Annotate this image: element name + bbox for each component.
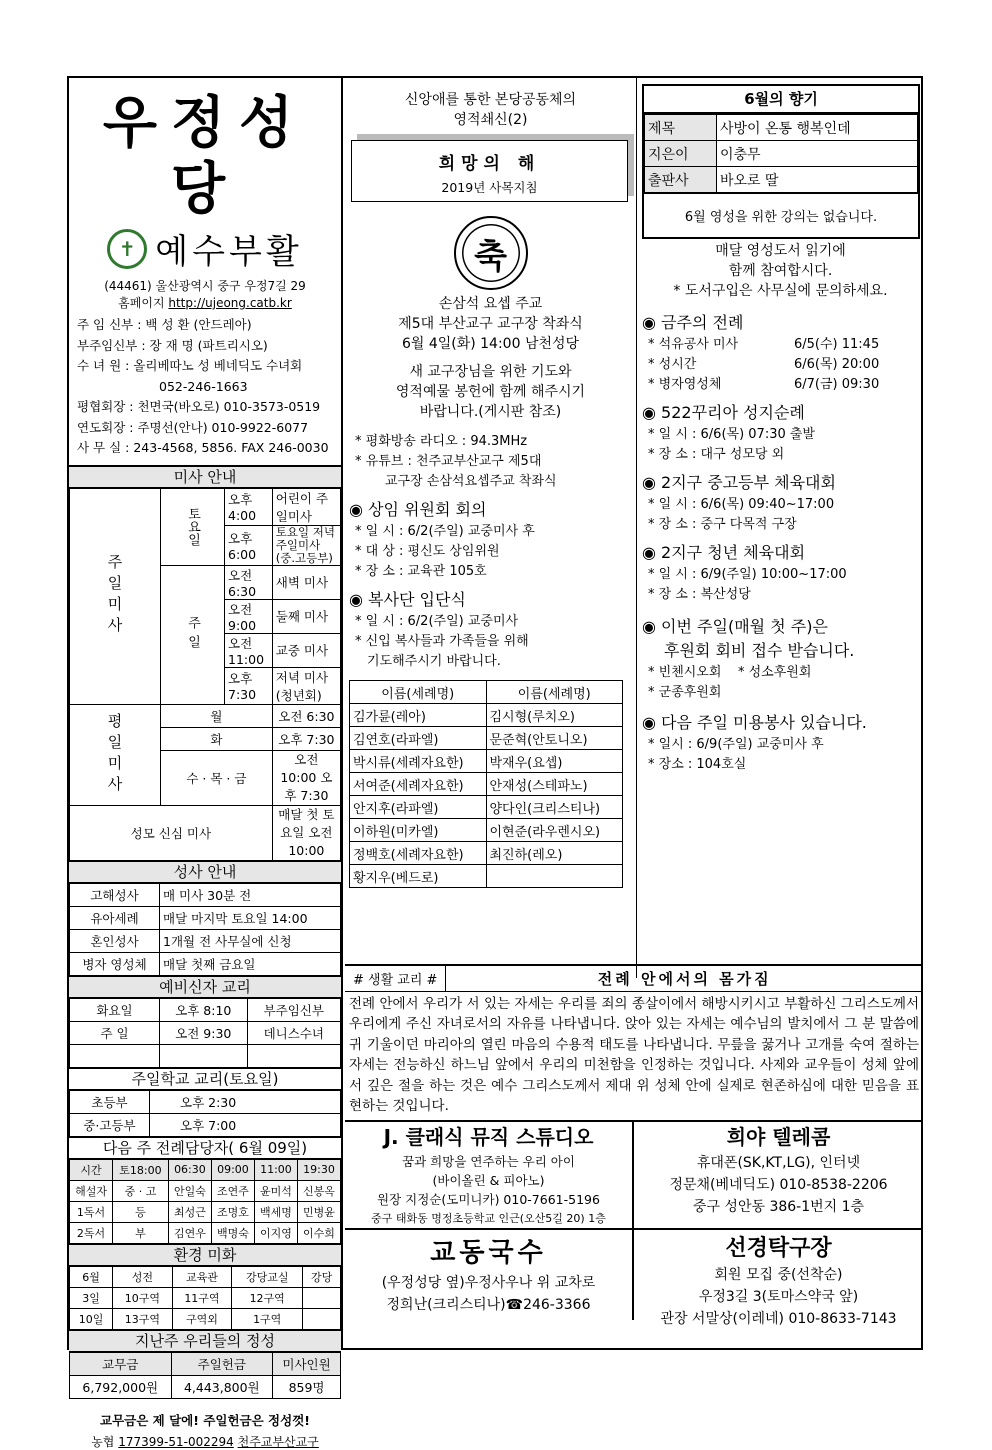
offering-header: 미사인원 xyxy=(273,1352,341,1375)
liturgy-cell: 백명숙 xyxy=(211,1222,254,1243)
altar-boys-table xyxy=(349,680,623,888)
liturgy-table xyxy=(69,1159,341,1244)
altar-line: 기도해주시기 바랍니다. xyxy=(367,654,501,669)
liturgy-cell: 민병윤 xyxy=(297,1201,340,1222)
motto-line: 신앙애를 통한 본당공동체의 xyxy=(404,92,577,108)
offering-header: 주일헌금 xyxy=(171,1352,273,1375)
sacrament-name: 유아세례 xyxy=(70,906,160,929)
name-cell: 황지우(베드로) xyxy=(350,865,487,888)
sacrament-name: 병자 영성체 xyxy=(70,952,160,975)
motto-line: 영적쇄신(2) xyxy=(453,112,528,128)
env-cell: 10일 xyxy=(70,1308,113,1329)
dues-info xyxy=(638,663,923,703)
parish-title: 우정성당 xyxy=(102,90,308,222)
name-cell: 서여준(세례자요한) xyxy=(350,773,487,796)
ordination-info xyxy=(345,294,636,354)
dues-title xyxy=(638,615,923,663)
ad-music-studio xyxy=(345,1122,634,1230)
sacrament-table xyxy=(69,883,341,976)
env-header: 성전 xyxy=(113,1266,173,1287)
sunday-school-table xyxy=(69,1090,341,1137)
bank-line xyxy=(69,1433,341,1450)
school-grade: 중·고등부 xyxy=(70,1113,150,1136)
mass-name: 저녁 미사(청년회) xyxy=(272,667,340,704)
env-cell: 13구역 xyxy=(113,1308,173,1329)
week-item-name: * 성시간 xyxy=(648,357,697,372)
name-cell: 이하원(미카엘) xyxy=(350,819,487,842)
life-title: 전례 안에서의 몸가짐 xyxy=(597,970,772,988)
ad-table-tennis xyxy=(634,1230,923,1328)
catechumen-day: 주 일 xyxy=(70,1021,160,1044)
env-header: 6월 xyxy=(70,1266,113,1287)
env-header: 강당교실 xyxy=(232,1266,303,1287)
env-header: 강당 xyxy=(303,1266,341,1287)
name-cell: 양다인(크리스티나) xyxy=(486,796,623,819)
env-cell: 10구역 xyxy=(113,1287,173,1308)
motto xyxy=(345,90,636,130)
dues-title-line: 후원회 회비 접수 받습니다. xyxy=(664,641,855,660)
weekday-time: 오후 7:30 xyxy=(272,727,340,750)
weekday-mass-label: 평일미사 xyxy=(70,704,161,805)
sacrament-title: 성사 안내 xyxy=(69,861,341,883)
offering-value: 6,792,000원 xyxy=(70,1375,172,1398)
ad-line: 회원 모집 중(선착순) xyxy=(714,1267,843,1284)
saturday-label: 토요일 xyxy=(161,488,225,565)
hope-title: 희망의 해 xyxy=(438,154,541,174)
environment-table xyxy=(69,1266,341,1330)
liturgy-cell: 조명호 xyxy=(211,1201,254,1222)
ad-line: 중구 태화동 명정초등학교 인근(오산5길 20) 1층 xyxy=(371,1212,606,1226)
liturgy-cell: 이수희 xyxy=(297,1222,340,1243)
ad-title: J. 클래식 뮤직 스튜디오 xyxy=(383,1125,594,1150)
catechumen-day xyxy=(70,1044,160,1067)
pilgrim-title: ◉ 522꾸리아 성지순례 xyxy=(642,403,805,422)
life-body: 전례 안에서 우리가 서 있는 자세는 우리를 죄의 종살이에서 해방시키시고 부활하신 그리스도께서 우리에게 주신 자녀로서의 자유를 나타냅니다. 앉아 있는 자세는 예수님의 발치에서 그 분 말씀에 귀 기울이던 마리아의 열린 마음의 수용적 태도를 나타냅니다. 무릎을 꿇거나 고개를 숙여 절하는 자세는 전능하신 하느님 앞에서 우리의 미천함을 인정하는 것입니다. 사제와 교우들이 성체 앞에서 깊은 절을 하는 것은 예수 그리스도께서 제대 위 성체 안에 실제로 현존하심에 대한 믿음을 표현하는 것입니다. xyxy=(345,992,923,1122)
mass-time: 오전 9:00 xyxy=(225,599,273,633)
liturgy-cell: 최성근 xyxy=(168,1201,211,1222)
week-liturgy-title: ◉ 금주의 전례 xyxy=(642,313,744,332)
ads-grid xyxy=(345,1122,923,1328)
name-cell: 안재성(스테파노) xyxy=(486,773,623,796)
liturgy-header: 시간 xyxy=(70,1159,113,1180)
ad-line: 정희난(크리스티나)☎246-3366 xyxy=(386,1297,591,1314)
week-item-name: * 석유공사 미사 xyxy=(648,337,739,352)
logo-row xyxy=(69,224,341,273)
reading-line: 매달 영성도서 읽기에 xyxy=(715,243,846,259)
week-item-name: * 병자영성체 xyxy=(648,377,722,392)
broadcast-line: 교구장 손삼석요셉주교 착좌식 xyxy=(385,474,557,489)
school-time: 오후 7:00 xyxy=(150,1113,341,1136)
liturgy-cell: 이지영 xyxy=(254,1222,297,1243)
ad-telecom xyxy=(634,1122,923,1230)
ad-noodle xyxy=(345,1230,634,1320)
weekday-day: 수 · 목 · 금 xyxy=(161,750,273,805)
sports1-line: * 일 시 : 6/6(목) 09:40~17:00 xyxy=(648,497,835,512)
liturgy-cell: 부 xyxy=(113,1222,169,1243)
liturgy-cell: 등 xyxy=(113,1201,169,1222)
sunday-label: 주일 xyxy=(161,565,225,704)
prayer-line: 새 교구장님을 위한 기도와 xyxy=(409,364,572,380)
name-cell: 김시형(루치오) xyxy=(486,704,623,727)
liturgy-header: 19:30 xyxy=(297,1159,340,1180)
env-cell: 11구역 xyxy=(172,1287,232,1308)
catechumen-time: 오후 8:10 xyxy=(160,998,248,1021)
liturgy-header: 11:00 xyxy=(254,1159,297,1180)
offering-header: 교무금 xyxy=(70,1352,172,1375)
broadcast-info xyxy=(345,432,636,492)
bottom-area xyxy=(345,964,923,1328)
book-value: 이충무 xyxy=(717,141,918,167)
catechumen-table xyxy=(69,998,341,1068)
homepage-line xyxy=(69,294,341,311)
broadcast-line: * 유튜브 : 천주교부산교구 제5대 xyxy=(355,454,542,469)
ordination-line: 6월 4일(화) 14:00 남천성당 xyxy=(401,336,580,352)
liturgy-header: 06:30 xyxy=(168,1159,211,1180)
env-cell: 구역외 xyxy=(172,1308,232,1329)
altar-title: ◉ 복사단 입단식 xyxy=(349,590,466,609)
staff-council: 평협회장 : 천면국(바오로) 010-3573-0519 xyxy=(77,399,321,414)
broadcast-line: * 평화방송 라디오 : 94.3MHz xyxy=(355,434,528,449)
sports1-info xyxy=(638,495,923,535)
weekday-day: 화 xyxy=(161,727,273,750)
ad-line: 꿈과 희망을 연주하는 우리 아이 xyxy=(402,1154,575,1170)
offering-value: 4,443,800원 xyxy=(171,1375,273,1398)
mass-time: 오전11:00 xyxy=(225,633,273,667)
right-column xyxy=(638,78,923,978)
ad-line: 중구 성안동 386-1번지 1층 xyxy=(692,1199,865,1216)
sports1-title: ◉ 2지구 중고등부 체육대회 xyxy=(642,473,836,492)
catechumen-time: 오전 9:30 xyxy=(160,1021,248,1044)
hair-info xyxy=(638,735,923,775)
sacrament-info: 1개월 전 사무실에 신청 xyxy=(160,929,341,952)
liturgy-cell: 해설자 xyxy=(70,1180,113,1201)
env-cell xyxy=(303,1308,341,1329)
committee-line: * 일 시 : 6/2(주일) 교중미사 후 xyxy=(355,524,535,539)
book-value: 바오로 딸 xyxy=(717,167,918,193)
hair-line: * 일시 : 6/9(주일) 교중미사 후 xyxy=(648,737,824,752)
names-header: 이름(세례명) xyxy=(486,681,623,704)
week-item xyxy=(638,355,923,375)
ad-title: 선경탁구장 xyxy=(725,1236,832,1262)
pilgrim-info xyxy=(638,425,923,465)
week-item-time: 6/6(목) 20:00 xyxy=(794,357,880,372)
sacrament-name: 혼인성사 xyxy=(70,929,160,952)
catechumen-teacher xyxy=(247,1044,340,1067)
prayer-line: 바랍니다.(게시판 참조) xyxy=(419,404,562,420)
liturgy-cell: 중 · 고 xyxy=(113,1180,169,1201)
weekday-day: 월 xyxy=(161,704,273,727)
book-label: 제목 xyxy=(645,115,717,141)
name-cell: 김가륜(레아) xyxy=(350,704,487,727)
name-cell: 문준혁(안토니오) xyxy=(486,727,623,750)
weekday-time: 오전 10:00 오후 7:30 xyxy=(272,750,340,805)
reading-info xyxy=(638,241,923,301)
name-cell: 박시류(세례자요한) xyxy=(350,750,487,773)
staff-convent: 수 녀 원 : 올리베따노 성 베네딕도 수녀회 xyxy=(77,358,303,373)
liturgy-cell: 신봉옥 xyxy=(297,1180,340,1201)
sports2-info xyxy=(638,565,923,605)
offering-title: 지난주 우리들의 정성 xyxy=(69,1330,341,1352)
liturgy-cell: 안일숙 xyxy=(168,1180,211,1201)
altar-line: * 일 시 : 6/2(주일) 교중미사 xyxy=(355,614,519,629)
left-column xyxy=(69,78,343,1449)
name-cell: 최진하(레오) xyxy=(486,842,623,865)
catechumen-day: 화요일 xyxy=(70,998,160,1021)
ad-line: (우정성당 옆)우정사우나 위 교차로 xyxy=(381,1275,596,1292)
ordination-line: 손삼석 요셉 주교 xyxy=(438,296,543,312)
catechumen-title: 예비신자 교리 xyxy=(69,976,341,998)
book-title: 6월의 향기 xyxy=(644,86,918,114)
name-cell: 정백호(세례자요한) xyxy=(350,842,487,865)
dues-line: * 군종후원회 xyxy=(648,685,722,700)
env-cell: 1구역 xyxy=(232,1308,303,1329)
week-liturgy xyxy=(638,335,923,395)
mass-name: 토요일 저녁주일미사 (중.고등부) xyxy=(272,525,340,565)
liturgy-cell: 백세명 xyxy=(254,1201,297,1222)
address: (44461) 울산광역시 중구 우정7길 29 xyxy=(104,279,306,293)
book-table xyxy=(644,114,918,193)
book-value: 사방이 온통 행복인데 xyxy=(717,115,918,141)
env-cell: 3일 xyxy=(70,1287,113,1308)
liturgy-cell: 2독서 xyxy=(70,1222,113,1243)
offering-slogan: 교무금은 제 달에! 주일헌금은 정성껏! xyxy=(100,1412,310,1428)
reading-line: 함께 참여합시다. xyxy=(728,263,833,279)
mass-title: 미사 안내 xyxy=(69,465,341,488)
altar-line: * 신입 복사들과 가족들을 위해 xyxy=(355,634,529,649)
liturgy-cell: 김연우 xyxy=(168,1222,211,1243)
ad-line: 우정3길 3(토마스약국 앞) xyxy=(698,1289,859,1306)
pilgrim-line: * 일 시 : 6/6(목) 07:30 출발 xyxy=(648,427,815,442)
hair-title: ◉ 다음 주일 미용봉사 있습니다. xyxy=(642,713,867,732)
name-cell: 김연호(라파엘) xyxy=(350,727,487,750)
mass-table xyxy=(69,488,341,861)
mass-time: 오후 6:00 xyxy=(225,525,273,565)
mass-time: 오전 6:30 xyxy=(225,565,273,599)
name-cell: 안지후(라파엘) xyxy=(350,796,487,819)
catechumen-teacher: 부주임신부 xyxy=(247,998,340,1021)
weekday-time: 오전 6:30 xyxy=(272,704,340,727)
mass-name: 둘째 미사 xyxy=(272,599,340,633)
mass-name: 어린이 주일미사 xyxy=(272,488,340,525)
bank-account: 177399-51-002294 xyxy=(118,1434,234,1449)
sacrament-name: 고해성사 xyxy=(70,883,160,906)
week-item-time: 6/5(수) 11:45 xyxy=(794,337,880,352)
sacrament-info: 매 미사 30분 전 xyxy=(160,883,341,906)
staff-convent-phone: 052-246-1663 xyxy=(159,378,248,394)
ad-line: 관장 서말상(이레네) 010-8633-7143 xyxy=(660,1311,897,1328)
environment-title: 환경 미화 xyxy=(69,1244,341,1266)
hair-line: * 장소 : 104호실 xyxy=(648,757,747,772)
homepage-link[interactable]: http://ujeong.catb.kr xyxy=(168,296,292,310)
school-time: 오후 2:30 xyxy=(150,1090,341,1113)
env-cell xyxy=(303,1287,341,1308)
school-grade: 초등부 xyxy=(70,1090,150,1113)
liturgy-cell: 윤미석 xyxy=(254,1180,297,1201)
committee-line: * 대 상 : 평신도 상임위원 xyxy=(355,544,500,559)
committee-info xyxy=(345,522,636,582)
sports2-title: ◉ 2지구 청년 체육대회 xyxy=(642,543,806,562)
dues-title-line: ◉ 이번 주일(매월 첫 주)은 xyxy=(642,617,828,636)
center-column xyxy=(345,78,637,978)
altar-info xyxy=(345,612,636,672)
week-item xyxy=(638,335,923,355)
dues-line: * 빈첸시오회 * 성소후원회 xyxy=(648,665,812,680)
subtitle: 예수부활 xyxy=(155,232,303,272)
mass-time: 오후 7:30 xyxy=(225,667,273,704)
mary-mass-time: 매달 첫 토요일 오전 10:00 xyxy=(272,805,340,860)
hope-subtitle: 2019년 사목지침 xyxy=(441,180,538,195)
life-tag: # 생활 교리 # xyxy=(345,966,446,991)
name-cell: 박재우(요셉) xyxy=(486,750,623,773)
staff-yeondo: 연도회장 : 주명선(안나) 010-9922-6077 xyxy=(77,419,309,435)
pilgrim-line: * 장 소 : 대구 성모당 외 xyxy=(648,447,785,462)
staff-office: 사 무 실 : 243-4568, 5856. FAX 246-0030 xyxy=(77,440,329,455)
sunday-school-title: 주일학교 교리(토요일) xyxy=(69,1068,341,1090)
offering-table xyxy=(69,1352,341,1399)
ad-line: 정문채(베네딕도) 010-8538-2206 xyxy=(669,1177,888,1194)
mary-mass-label: 성모 신심 미사 xyxy=(70,805,273,860)
ad-title: 희야 텔레콤 xyxy=(726,1125,831,1150)
sports1-line: * 장 소 : 중구 다목적 구장 xyxy=(648,517,797,532)
catechumen-teacher: 데니스수녀 xyxy=(247,1021,340,1044)
week-item xyxy=(638,375,923,395)
ad-line: (바이올린 & 피아노) xyxy=(432,1173,545,1189)
liturgy-cell: 조연주 xyxy=(211,1180,254,1201)
catechumen-time xyxy=(160,1044,248,1067)
ad-title: 교동국수 xyxy=(430,1238,547,1269)
sacrament-info: 매달 첫째 금요일 xyxy=(160,952,341,975)
offering-value: 859명 xyxy=(273,1375,341,1398)
bank-name: 농협 xyxy=(91,1434,115,1449)
name-cell: 이현준(라우렌시오) xyxy=(486,819,623,842)
committee-line: * 장 소 : 교육관 105호 xyxy=(355,564,487,579)
bulletin-page xyxy=(67,76,923,1449)
week-item-time: 6/7(금) 09:30 xyxy=(794,377,880,392)
sports2-line: * 장 소 : 복산성당 xyxy=(648,587,751,602)
prayer-request xyxy=(345,362,636,422)
celebration-emblem-icon: 축 xyxy=(454,216,528,290)
life-catechism-header xyxy=(345,964,923,992)
staff-pastor: 주 임 신부 : 백 성 환 (안드레아) xyxy=(77,317,252,332)
book-label: 출판사 xyxy=(645,167,717,193)
liturgy-header: 09:00 xyxy=(211,1159,254,1180)
staff-assistant: 부주임신부 : 장 재 명 (파트리시오) xyxy=(77,337,268,353)
bank-holder: 천주교부산교구 xyxy=(237,1434,319,1449)
book-label: 지은이 xyxy=(645,141,717,167)
name-cell xyxy=(486,865,623,888)
mass-name: 교중 미사 xyxy=(272,633,340,667)
staff-list xyxy=(69,315,341,459)
mass-name: 새벽 미사 xyxy=(272,565,340,599)
sacrament-info: 매달 마지막 토요일 14:00 xyxy=(160,906,341,929)
ad-line: 원장 지정순(도미니카) 010-7661-5196 xyxy=(377,1192,600,1208)
liturgy-header: 토18:00 xyxy=(113,1159,169,1180)
sunday-mass-label: 주일미사 xyxy=(70,488,161,704)
parish-logo-icon: ✝ xyxy=(107,229,147,269)
ordination-line: 제5대 부산교구 교구장 착좌식 xyxy=(398,316,583,332)
book-note: 6월 영성을 위한 강의는 없습니다. xyxy=(644,193,918,237)
ad-line: 휴대폰(SK,KT,LG), 인터넷 xyxy=(696,1155,861,1172)
env-cell: 12구역 xyxy=(232,1287,303,1308)
book-box xyxy=(642,84,920,239)
reading-line: * 도서구입은 사무실에 문의하세요. xyxy=(673,283,888,299)
committee-title: ◉ 상임 위원회 회의 xyxy=(349,500,487,519)
mass-time: 오후 4:00 xyxy=(225,488,273,525)
sports2-line: * 일 시 : 6/9(주일) 10:00~17:00 xyxy=(648,567,847,582)
liturgy-title: 다음 주 전례담당자( 6월 09일) xyxy=(69,1137,341,1159)
hope-box xyxy=(351,140,628,202)
liturgy-cell: 1독서 xyxy=(70,1201,113,1222)
env-header: 교육관 xyxy=(172,1266,232,1287)
names-header: 이름(세례명) xyxy=(350,681,487,704)
homepage-label: 홈페이지 xyxy=(118,296,165,310)
prayer-line: 영적예물 봉헌에 함께 해주시기 xyxy=(395,384,586,400)
